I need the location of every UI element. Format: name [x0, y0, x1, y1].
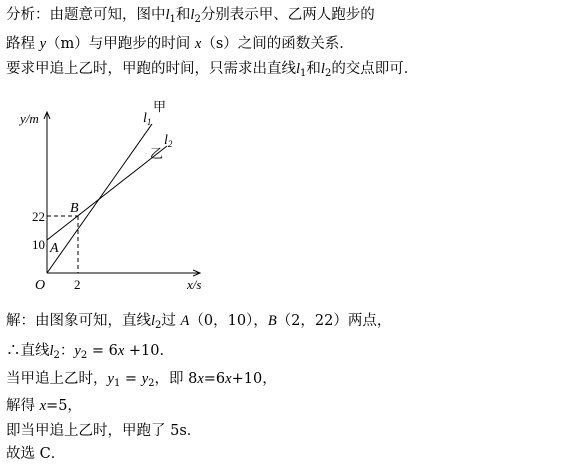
- line1-name: 甲: [153, 99, 167, 114]
- tick-label-22: 22: [32, 209, 45, 224]
- point-a-label: A: [50, 241, 59, 256]
- analysis-line-1: 分析：由题意可知，图中$l_1$和$l_2$分别表示甲、乙两人跑步的: [6, 7, 375, 25]
- origin-label: O: [35, 278, 46, 293]
- line2-label: $l_2$: [164, 133, 173, 149]
- line2-name: 乙: [150, 146, 164, 161]
- solution-line-3: 当甲追上乙时，$y_1 = y_2$，即 8x=6x+10，: [6, 371, 277, 389]
- point-b-label: B: [70, 201, 79, 216]
- solution-line-2: ∴直线$l_2$：$y_2 = 6x +10$．: [6, 343, 174, 361]
- solution-line-5: 即当甲追上乙时，甲跑了 5s．: [6, 423, 202, 439]
- y-axis-label: y/m: [20, 111, 39, 126]
- line-graph-figure: [0, 90, 240, 300]
- line-l2: [47, 146, 167, 240]
- solution-line-6: 故选 C．: [6, 446, 66, 462]
- analysis-line-3: 要求甲追上乙时，甲跑的时间，只需求出直线$l_1$和$l_2$的交点即可．: [6, 61, 419, 79]
- line1-label: $l_1$: [143, 111, 152, 127]
- solution-line-1: 解：由图象可知，直线$l_2$过 A（0，10），B（2，22）两点，: [6, 313, 392, 331]
- tick-label-10: 10: [32, 237, 45, 252]
- analysis-line-2: 路程 y（m）与甲跑步的时间 x（s）之间的函数关系．: [6, 36, 354, 52]
- x-axis-label: x/s: [187, 277, 202, 292]
- tick-label-2: 2: [74, 277, 81, 292]
- solution-line-4: 解得 x=5，: [6, 398, 82, 414]
